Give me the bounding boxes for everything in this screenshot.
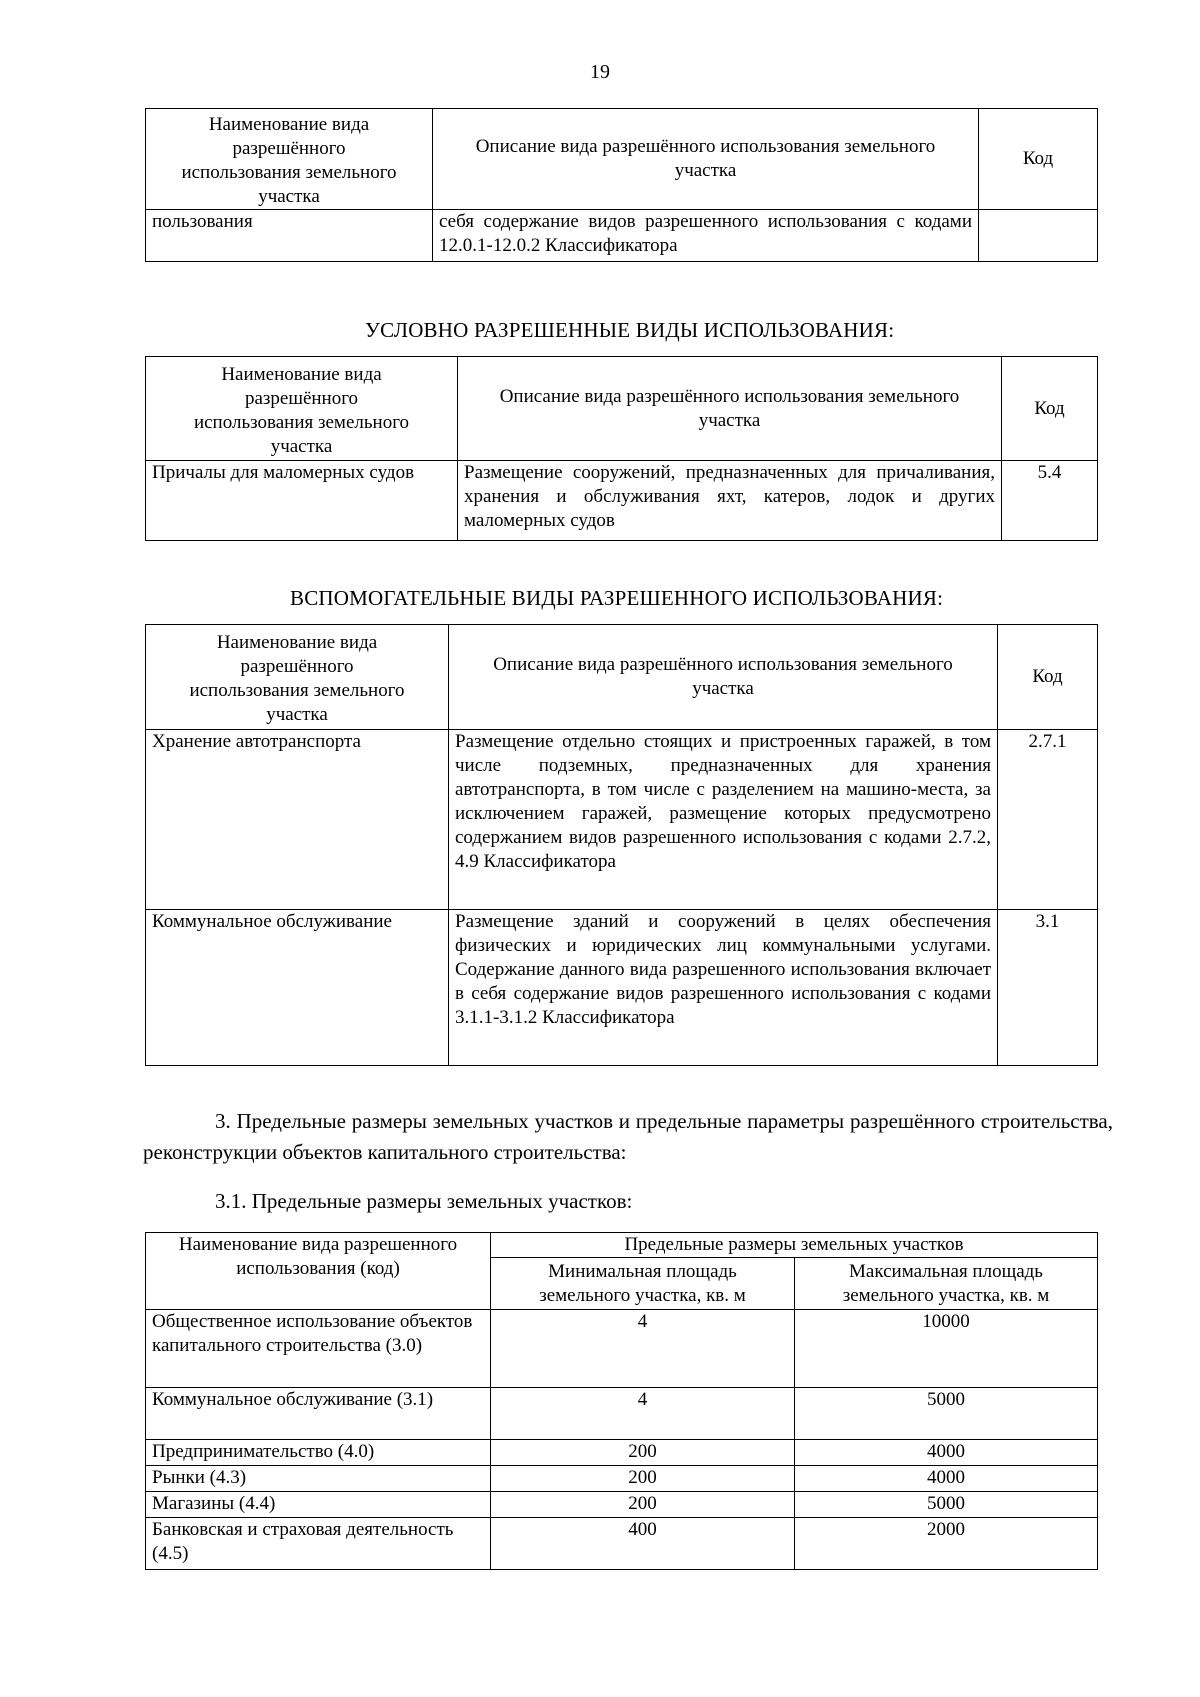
use-name-cell: Хранение автотранспорта <box>146 730 449 910</box>
table-row <box>146 461 1098 541</box>
use-code-cell <box>979 210 1098 262</box>
header-max-area: Максимальная площадь земельного участка, кв. м <box>795 1258 1098 1310</box>
use-name-cell: Банковская и страховая деятельность (4.5) <box>146 1518 491 1570</box>
use-name-cell: Предпринимательство (4.0) <box>146 1440 491 1466</box>
table-row <box>146 910 1098 1066</box>
min-area-cell: 200 <box>491 1440 795 1466</box>
table-header-row <box>146 109 1098 210</box>
use-description-cell: Размещение сооружений, предназначенных для причаливания, хранения и обслуживания яхт, катеров, лодок и других маломерных судов <box>458 461 1002 541</box>
header-description: Описание вида разрешённого использования земельного участка <box>433 109 979 210</box>
use-name-cell: Рынки (4.3) <box>146 1466 491 1492</box>
max-area-cell: 4000 <box>795 1466 1098 1492</box>
use-name-cell: Коммунальное обслуживание <box>146 910 449 1066</box>
header-name: Наименование вида разрешенного использования (код) <box>146 1233 491 1310</box>
section-3-paragraph <box>143 1106 1113 1168</box>
max-area-cell: 5000 <box>795 1492 1098 1518</box>
table-header-row <box>146 625 1098 730</box>
conditional-uses-table <box>145 356 1098 541</box>
max-area-cell: 10000 <box>795 1310 1098 1388</box>
table-row <box>146 1466 1098 1492</box>
table-header-row <box>146 1233 1098 1258</box>
max-area-cell: 4000 <box>795 1440 1098 1466</box>
header-description: Описание вида разрешённого использования земельного участка <box>458 357 1002 461</box>
use-code-cell: 2.7.1 <box>998 730 1098 910</box>
header-code: Код <box>998 625 1098 730</box>
use-name-cell: пользования <box>146 210 433 262</box>
page-number: 19 <box>590 61 610 83</box>
conditional-uses-heading: УСЛОВНО РАЗРЕШЕННЫЕ ВИДЫ ИСПОЛЬЗОВАНИЯ: <box>365 318 895 342</box>
table-row <box>146 1440 1098 1466</box>
use-description-cell: себя содержание видов разрешенного использования с кодами 12.0.1-12.0.2 Классификатора <box>433 210 979 262</box>
use-code-cell: 5.4 <box>1002 461 1098 541</box>
table-row <box>146 1310 1098 1388</box>
max-area-cell: 5000 <box>795 1388 1098 1440</box>
max-area-cell: 2000 <box>795 1518 1098 1570</box>
use-name-cell: Коммунальное обслуживание (3.1) <box>146 1388 491 1440</box>
table-row <box>146 1518 1098 1570</box>
min-area-cell: 4 <box>491 1310 795 1388</box>
header-name: Наименование вида разрешённого использования земельного участка <box>146 625 449 730</box>
section-3-text: 3. Предельные размеры земельных участков и предельные параметры разрешённого строительства, реконструкции объектов капитального строительства: <box>143 1109 1113 1164</box>
table-header-row <box>146 357 1098 461</box>
header-min-area: Минимальная площадь земельного участка, кв. м <box>491 1258 795 1310</box>
table-row <box>146 1388 1098 1440</box>
table-row <box>146 1492 1098 1518</box>
header-description: Описание вида разрешённого использования земельного участка <box>449 625 998 730</box>
auxiliary-uses-heading: ВСПОМОГАТЕЛЬНЫЕ ВИДЫ РАЗРЕШЕННОГО ИСПОЛЬЗОВАНИЯ: <box>290 586 944 610</box>
table-row <box>146 730 1098 910</box>
min-area-cell: 400 <box>491 1518 795 1570</box>
use-description-cell: Размещение зданий и сооружений в целях обеспечения физических и юридических лиц коммунальными услугами. Содержание данного вида разрешенного использования включает в себя содержание видов разрешенного использования с кодами 3.1.1-3.1.2 Классификатора <box>449 910 998 1066</box>
min-area-cell: 4 <box>491 1388 795 1440</box>
header-code: Код <box>1002 357 1098 461</box>
use-name-cell: Общественное использование объектов капитального строительства (3.0) <box>146 1310 491 1388</box>
table-row <box>146 210 1098 262</box>
min-area-cell: 200 <box>491 1492 795 1518</box>
header-name: Наименование вида разрешённого использования земельного участка <box>146 357 458 461</box>
header-name: Наименование вида разрешённого использования земельного участка <box>146 109 433 210</box>
section-3-1-heading: 3.1. Предельные размеры земельных участков: <box>215 1189 633 1213</box>
header-code: Код <box>979 109 1098 210</box>
header-size-limits: Предельные размеры земельных участков <box>491 1233 1098 1258</box>
min-area-cell: 200 <box>491 1466 795 1492</box>
use-description-cell: Размещение отдельно стоящих и пристроенных гаражей, в том числе подземных, предназначенных для хранения автотранспорта, в том числе с разделением на машино-места, за исключением гаражей, размещение которых предусмотрено содержанием видов разрешенного использования с кодами 2.7.2, 4.9 Классификатора <box>449 730 998 910</box>
use-name-cell: Магазины (4.4) <box>146 1492 491 1518</box>
land-plot-sizes-table <box>145 1232 1098 1570</box>
use-name-cell: Причалы для маломерных судов <box>146 461 458 541</box>
permitted-uses-table-continued <box>145 108 1098 262</box>
auxiliary-uses-table <box>145 624 1098 1066</box>
use-code-cell: 3.1 <box>998 910 1098 1066</box>
